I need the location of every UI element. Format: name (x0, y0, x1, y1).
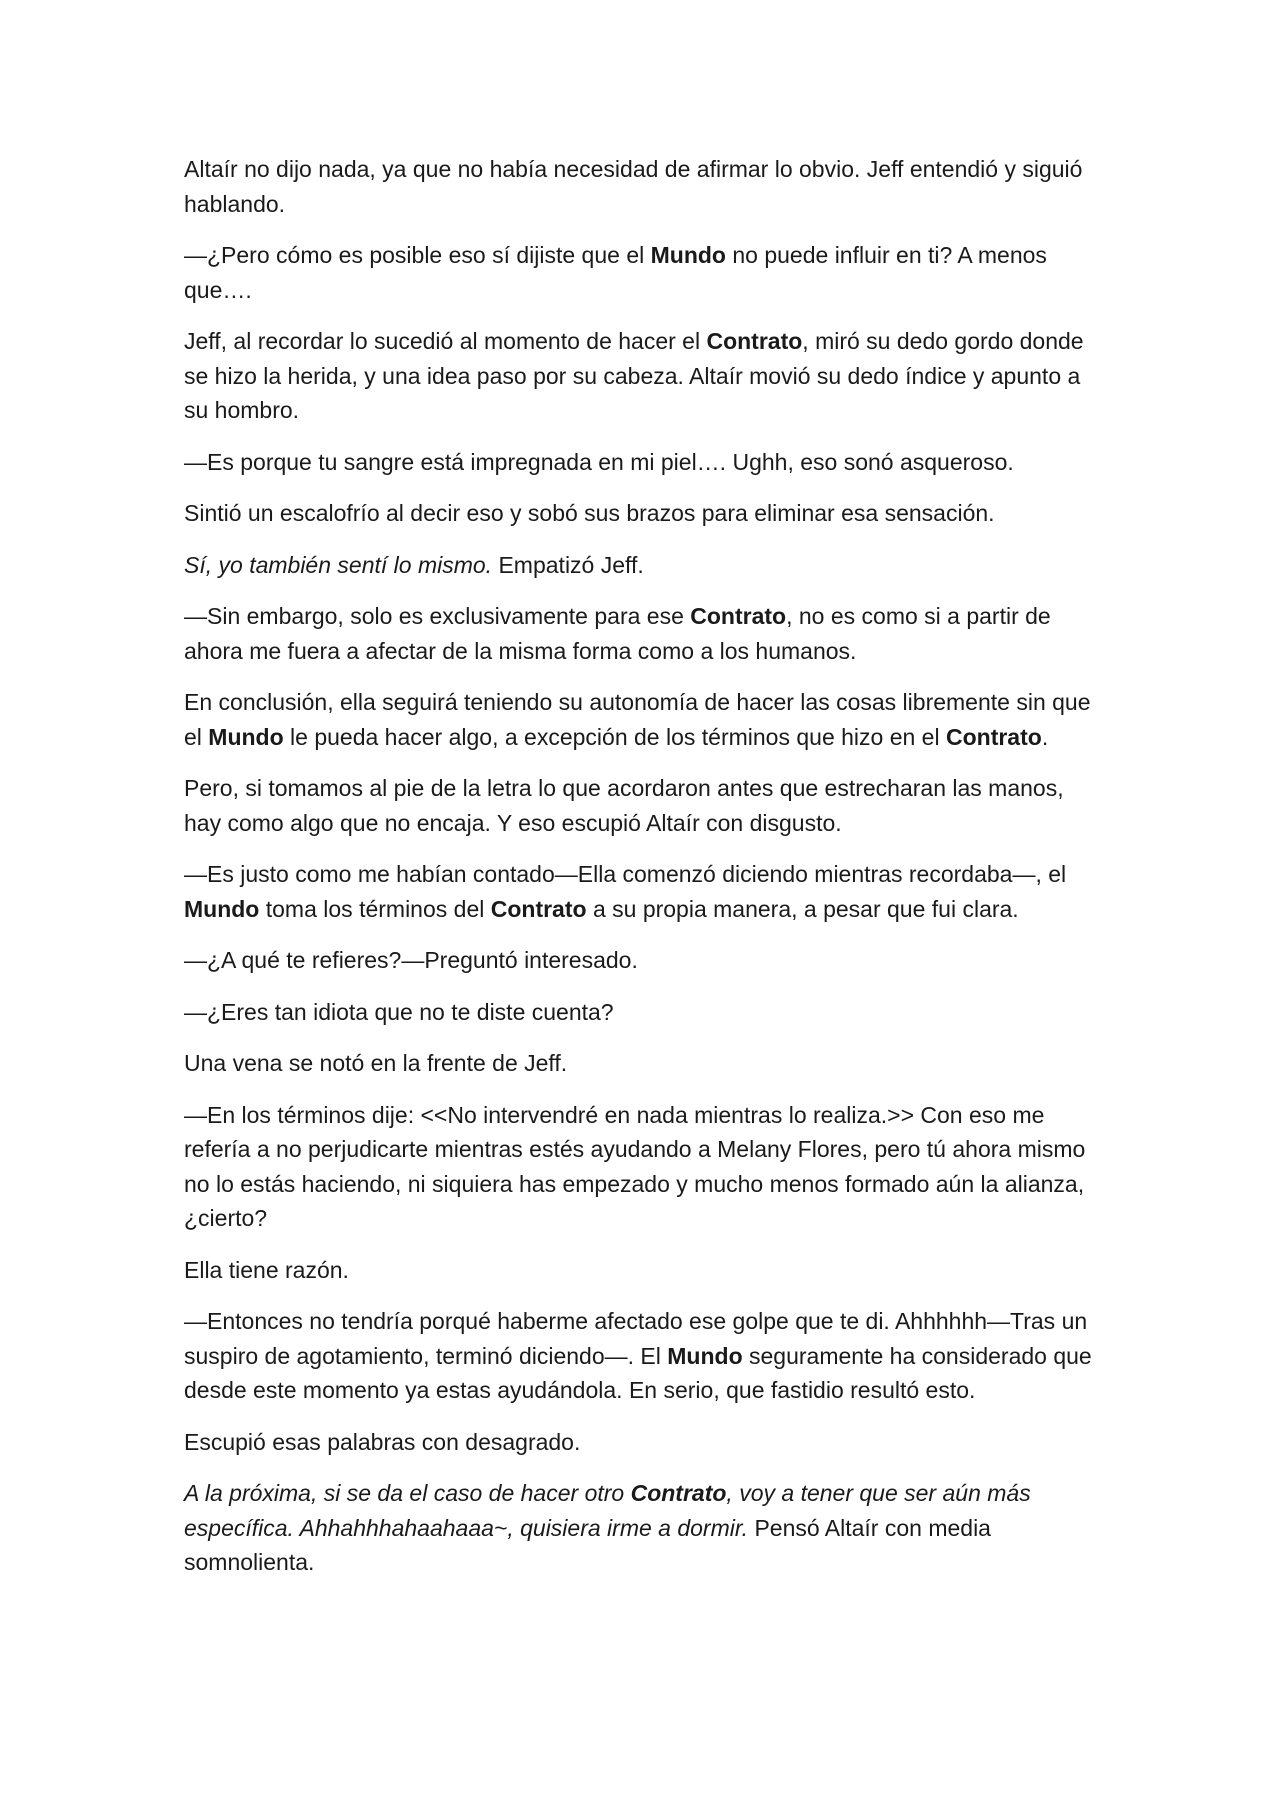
text-run: Escupió esas palabras con desagrado. (184, 1428, 581, 1455)
text-run: toma los términos del (259, 895, 491, 922)
paragraph (184, 445, 1104, 480)
paragraph (184, 152, 1104, 221)
text-run: a su propia manera, a pesar que fui clara. (586, 895, 1019, 922)
text-run: —¿Eres tan idiota que no te diste cuenta? (184, 998, 614, 1025)
italic-thought: , voy a tener que ser aún más específica. Ahhahhhahaahaaa~, quisiera irme a dormir. (184, 1480, 1031, 1541)
text-run: seguramente ha considerado que desde este momento ya estas ayudándola. En serio, que fastidio resultó esto. (184, 1342, 1092, 1403)
bold-term-contrato (631, 1480, 727, 1506)
text-run: Ella tiene razón. (184, 1256, 349, 1283)
paragraph (184, 685, 1104, 754)
bold-term-mundo: Mundo (650, 242, 726, 268)
text-run: —¿A qué te refieres?—Preguntó interesado. (184, 947, 638, 973)
bold-term-contrato: Contrato (690, 603, 787, 629)
bold-term-contrato: Contrato (490, 895, 587, 922)
paragraph (184, 857, 1104, 926)
text-run: —Es porque tu sangre está impregnada en mi piel…. Ughh, eso sonó asqueroso. (184, 448, 1014, 475)
paragraph (184, 496, 1104, 531)
document-page (184, 152, 1104, 1597)
text-run: —Sin embargo, solo es exclusivamente para ese (184, 603, 691, 629)
paragraph (184, 771, 1104, 840)
text-run: Sintió un escalofrío al decir eso y sobó sus brazos para eliminar esa sensación. (184, 500, 995, 526)
text-run: Una vena se notó en la frente de Jeff. (184, 1050, 568, 1076)
paragraph (184, 1304, 1104, 1408)
italic-thought: Sí, yo también sentí lo mismo. (184, 551, 493, 578)
paragraph (184, 943, 1104, 978)
bold-term-mundo: Mundo (667, 1342, 743, 1369)
text-run: En conclusión, ella seguirá teniendo su autonomía de hacer las cosas libremente sin que el (184, 689, 1091, 750)
paragraph (184, 1098, 1104, 1236)
bold-term-contrato: Contrato (945, 723, 1042, 750)
paragraph (184, 995, 1104, 1030)
paragraph (184, 238, 1104, 307)
bold-term-mundo: Mundo (208, 723, 284, 750)
text-run: , no es como si a partir de ahora me fuera a afectar de la misma forma como a los humanos. (184, 603, 1051, 664)
text-run: —¿Pero cómo es posible eso sí dijiste que el (184, 242, 651, 268)
text-run: Jeff, al recordar lo sucedió al momento de hacer el (184, 328, 707, 354)
text-run: no puede influir en ti? A menos que…. (184, 242, 1047, 303)
text-run: . (1041, 723, 1049, 750)
bold-term-contrato-text: Contrato (630, 1480, 727, 1506)
paragraph (184, 324, 1104, 428)
paragraph (184, 599, 1104, 668)
text-run: le pueda hacer algo, a excepción de los términos que hizo en el (283, 723, 946, 750)
bold-term-contrato: Contrato (706, 328, 803, 354)
paragraph (184, 1253, 1104, 1288)
paragraph (184, 1046, 1104, 1081)
text-run: Pero, si tomamos al pie de la letra lo que acordaron antes que estrecharan las manos, hay como algo que no encaja. Y eso escupió Altaír con disgusto. (184, 775, 1064, 836)
italic-thought: A la próxima, si se da el caso de hacer otro (184, 1480, 631, 1506)
paragraph (184, 1425, 1104, 1460)
paragraph (184, 548, 1104, 583)
text-run: Empatizó Jeff. (492, 551, 644, 578)
paragraph (184, 1476, 1104, 1580)
text-run: —En los términos dije: <<No intervendré en nada mientras lo realiza.>> Con eso me refería a no perjudicarte mientras estés ayudando a Melany Flores, pero tú ahora mismo no lo estás haciendo, ni siquiera has empezado y mucho menos formado aún la alianza, ¿cierto? (184, 1101, 1086, 1231)
bold-term-mundo: Mundo (184, 895, 260, 922)
text-run: Altaír no dijo nada, ya que no había necesidad de afirmar lo obvio. Jeff entendió y siguió hablando. (184, 156, 1083, 217)
text-run: —Entonces no tendría porqué haberme afectado ese golpe que te di. Ahhhhhh—Tras un suspiro de agotamiento, terminó diciendo—. El (184, 1308, 1088, 1369)
text-run: —Es justo como me habían contado—Ella comenzó diciendo mientras recordaba—, el (184, 861, 1067, 887)
text-run: , miró su dedo gordo donde se hizo la herida, y una idea paso por su cabeza. Altaír movió su dedo índice y apunto a su hombro. (184, 328, 1084, 423)
text-run: Pensó Altaír con media somnolienta. (184, 1514, 991, 1575)
